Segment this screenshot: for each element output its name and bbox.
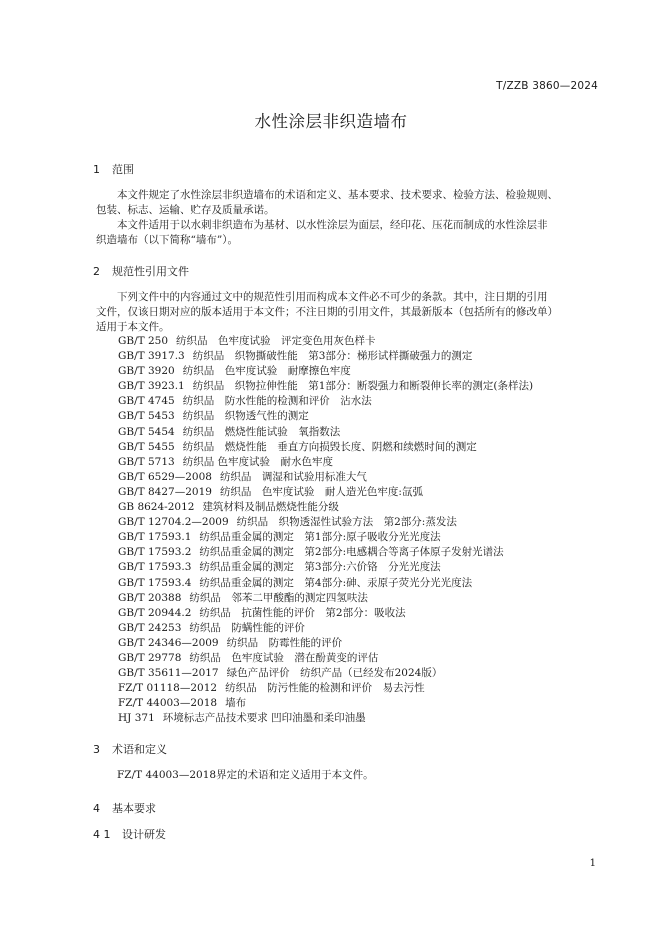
reference-name: 纺织品 燃烧性能试验 氧指数法 <box>182 425 341 438</box>
reference-item <box>118 621 533 636</box>
section-number: 1 <box>93 163 100 176</box>
subsection-title: 设计研发 <box>122 828 166 841</box>
reference-code: GB/T 12704.2—2009 <box>118 516 229 529</box>
reference-name: 纺织品 防霉性能的评价 <box>226 636 343 649</box>
reference-name: 纺织品 邻苯二甲酸酯的测定四氢呋法 <box>189 591 368 604</box>
reference-item <box>118 470 533 485</box>
reference-item <box>118 394 533 409</box>
reference-name: 纺织品 调湿和试验用标准大气 <box>219 470 367 483</box>
reference-item <box>118 364 533 379</box>
standard-code: T/ZZB 3860—2024 <box>496 80 598 92</box>
section-4-heading <box>93 800 156 816</box>
reference-item <box>118 440 533 455</box>
reference-item <box>118 711 533 726</box>
reference-name: 纺织品重金属的测定 第2部分:电感耦合等离子体原子发射光谱法 <box>199 546 504 559</box>
reference-name: 纺织品 色牢度试验 耐人造光色牢度:氙弧 <box>219 485 423 498</box>
reference-code: GB/T 5454 <box>118 425 175 438</box>
paragraph-line: 包装、标志、运输、贮存及质量承诺。 <box>96 204 275 216</box>
reference-code: HJ 371 <box>118 712 155 725</box>
reference-code: GB/T 5453 <box>118 410 175 423</box>
paragraph-line: 本文件适用于以水刺非织造布为基材、以水性涂层为面层，经印花、压花而制成的水性涂层非 <box>117 219 548 231</box>
reference-name: 纺织品重金属的测定 第4部分:砷、汞原子荧光分光光度法 <box>199 576 473 589</box>
reference-code: GB/T 29778 <box>118 651 182 664</box>
reference-item <box>118 485 533 500</box>
reference-code: GB/T 6529—2008 <box>118 470 212 483</box>
reference-name: 纺织品 防水性能的检测和评价 沾水法 <box>182 395 372 408</box>
reference-name: 建筑材料及制品燃烧性能分级 <box>202 501 339 514</box>
section-number: 3 <box>93 743 100 756</box>
reference-code: GB/T 250 <box>118 335 169 347</box>
reference-code: GB/T 3917.3 <box>118 350 185 363</box>
reference-code: GB/T 20388 <box>118 591 182 604</box>
reference-code: GB/T 20944.2 <box>118 606 192 619</box>
reference-name: 绿色产品评价 纺织产品（已经发布2024版） <box>226 667 443 680</box>
reference-item <box>118 530 533 545</box>
paragraph-line: FZ/T 44003—2018界定的术语和定义适用于本文件。 <box>117 769 374 781</box>
reference-name: 纺织品 燃烧性能 垂直方向损毁长度、阴燃和续燃时间的测定 <box>182 440 477 453</box>
section-3-heading <box>93 741 167 757</box>
reference-name: 纺织品 防螨性能的评价 <box>189 621 305 634</box>
reference-item <box>118 591 533 606</box>
reference-name: 环境标志产品技术要求 凹印油墨和柔印油墨 <box>162 712 366 725</box>
reference-name: 纺织品 织物拉伸性能 第1部分：断裂强力和断裂伸长率的测定(条样法) <box>192 380 534 393</box>
reference-name: 纺织品 防污性能的检测和评价 易去污性 <box>225 682 425 695</box>
reference-item <box>118 379 533 394</box>
section-3-paragraph-1 <box>96 768 604 783</box>
section-2-paragraph-1 <box>96 290 604 335</box>
reference-code: GB/T 24253 <box>118 621 182 634</box>
subsection-4-1-heading <box>93 826 166 842</box>
reference-code: FZ/T 44003—2018 <box>118 697 218 710</box>
reference-code: GB/T 3920 <box>118 365 175 378</box>
reference-item <box>118 696 533 711</box>
section-title: 范围 <box>112 163 134 176</box>
reference-name: 纺织品重金属的测定 第3部分:六价铬 分光光度法 <box>199 561 441 574</box>
section-1-paragraph-1 <box>96 188 604 218</box>
paragraph-line: 文件，仅该日期对应的版本适用于本文件；不注日期的引用文件，其最新版本（包括所有的修改单） <box>96 306 558 318</box>
reference-name: 纺织品 织物撕破性能 第3部分：梯形试样撕破强力的测定 <box>192 350 473 363</box>
reference-item <box>118 500 533 515</box>
paragraph-line: 本文件规定了水性涂层非织造墙布的术语和定义、基本要求、技术要求、检验方法、检验规则、 <box>117 189 558 201</box>
reference-code: GB/T 17593.4 <box>118 576 192 589</box>
section-number: 2 <box>93 265 100 278</box>
reference-item <box>118 545 533 560</box>
reference-code: GB/T 8427—2019 <box>118 485 212 498</box>
section-1-heading <box>93 161 134 177</box>
reference-code: GB/T 24346—2009 <box>118 636 219 649</box>
reference-code: GB/T 5455 <box>118 440 175 453</box>
reference-item <box>118 681 533 696</box>
reference-item <box>118 606 533 621</box>
section-title: 术语和定义 <box>112 743 167 756</box>
reference-code: GB/T 17593.3 <box>118 561 192 574</box>
reference-item <box>118 560 533 575</box>
paragraph-line: 适用于本文件。 <box>96 321 170 333</box>
reference-item <box>118 576 533 591</box>
section-2-heading <box>93 263 189 279</box>
page-number: 1 <box>589 858 596 869</box>
reference-code: GB/T 3923.1 <box>118 380 185 393</box>
reference-name: 墙布 <box>225 697 247 710</box>
reference-code: GB/T 5713 <box>118 455 175 468</box>
reference-name: 纺织品 色牢度试验 耐摩擦色牢度 <box>182 365 351 378</box>
reference-name: 纺织品 色牢度试验 潜在酚黄变的评估 <box>189 651 379 664</box>
reference-name: 纺织品 色牢度试验 评定变色用灰色样卡 <box>176 335 376 347</box>
section-number: 4 <box>93 802 100 815</box>
reference-name: 纺织品 抗菌性能的评价 第2部分：吸收法 <box>199 606 406 619</box>
reference-item <box>118 455 533 470</box>
reference-item <box>118 334 533 349</box>
reference-name: 纺织品 色牢度试验 耐水色牢度 <box>182 455 334 468</box>
section-title: 规范性引用文件 <box>112 265 189 278</box>
reference-code: GB 8624-2012 <box>118 501 195 514</box>
section-title: 基本要求 <box>112 802 156 815</box>
paragraph-line: 下列文件中的内容通过文中的规范性引用而构成本文件必不可少的条款。其中，注日期的引用 <box>117 291 548 303</box>
section-1-paragraph-2 <box>96 218 604 248</box>
subsection-number: 4 1 <box>93 828 111 841</box>
reference-name: 纺织品 织物透湿性试验方法 第2部分:蒸发法 <box>236 516 457 529</box>
reference-name: 纺织品 织物透气性的测定 <box>182 410 309 423</box>
reference-item <box>118 425 533 440</box>
reference-name: 纺织品重金属的测定 第1部分:原子吸收分光光度法 <box>199 531 441 544</box>
reference-code: GB/T 4745 <box>118 395 175 408</box>
reference-code: GB/T 17593.2 <box>118 546 192 559</box>
reference-item <box>118 636 533 651</box>
reference-item <box>118 651 533 666</box>
normative-reference-list <box>118 334 533 726</box>
paragraph-line: 织造墙布（以下简称“墙布”）。 <box>96 234 238 246</box>
reference-code: FZ/T 01118—2012 <box>118 682 218 695</box>
reference-item <box>118 666 533 681</box>
reference-item <box>118 349 533 364</box>
reference-code: GB/T 17593.1 <box>118 531 192 544</box>
reference-item <box>118 409 533 424</box>
reference-item <box>118 515 533 530</box>
document-title: 水性涂层非织造墙布 <box>254 112 408 131</box>
reference-code: GB/T 35611—2017 <box>118 667 219 680</box>
